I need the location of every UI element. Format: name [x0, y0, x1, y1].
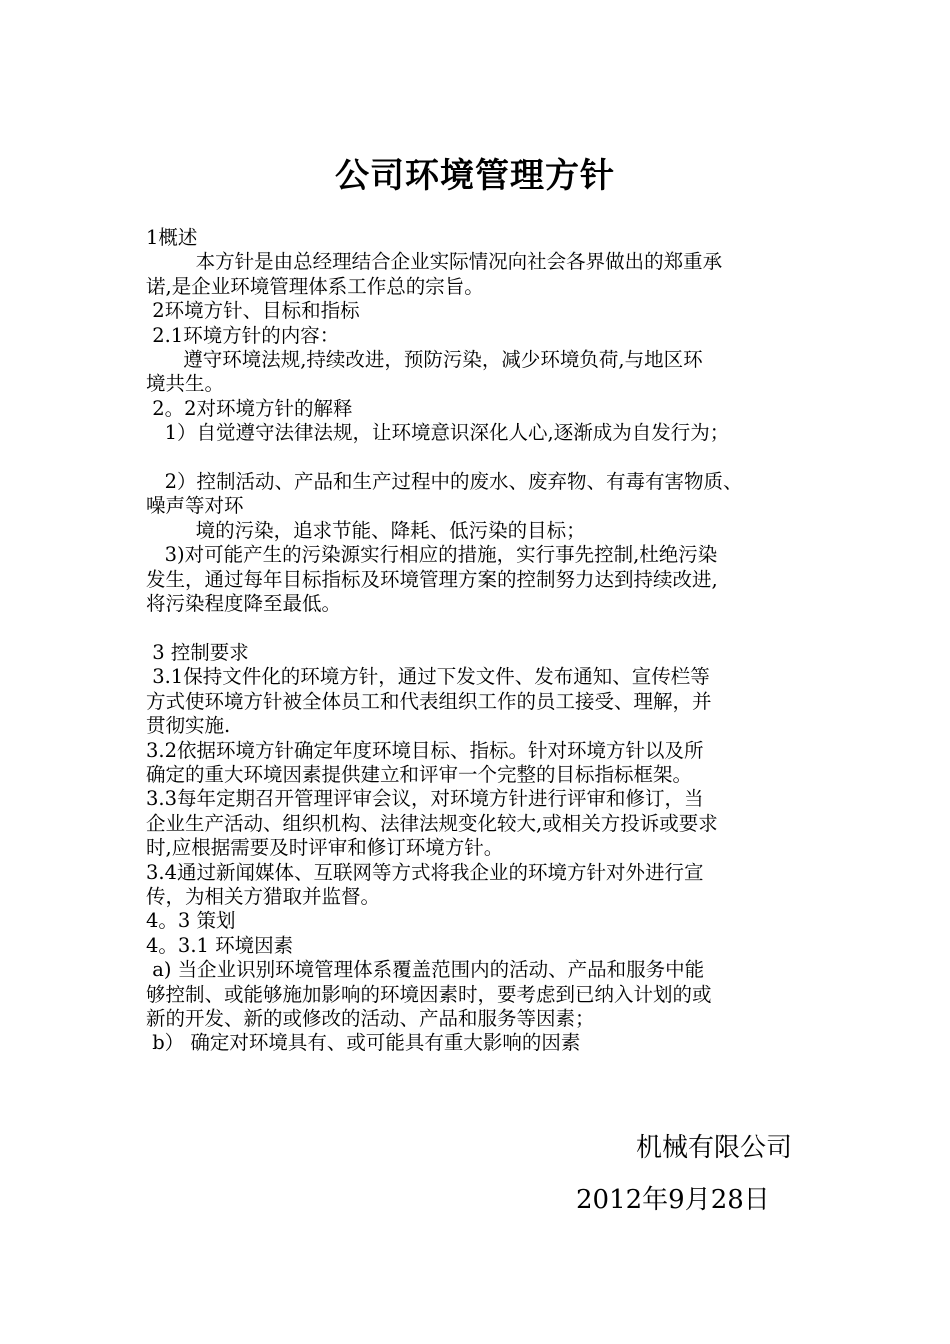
body-line: 境共生。 — [146, 372, 225, 396]
body-line: 时,应根据需要及时评审和修订环境方针。 — [146, 836, 504, 860]
body-line: 遵守环境法规,持续改进，预防污染，减少环境负荷,与地区环 — [146, 348, 703, 372]
signature-company: 机械有限公司 — [636, 1133, 793, 1163]
body-line — [146, 616, 826, 640]
body-line: 3)对可能产生的污染源实行相应的措施，实行事先控制,杜绝污染 — [146, 543, 718, 567]
document-title: 公司环境管理方针 — [335, 156, 615, 196]
body-line: 4。3 策划 — [146, 909, 236, 933]
body-line: 2环境方针、目标和指标 — [146, 299, 360, 323]
body-line: 诺,是企业环境管理体系工作总的宗旨。 — [146, 274, 484, 298]
body-line: 1）自觉遵守法律法规，让环境意识深化人心,逐渐成为自发行为； — [146, 421, 730, 445]
body-line: 噪声等对环 — [146, 494, 244, 518]
body-line: 1概述 — [146, 226, 198, 249]
body-line: 够控制、或能够施加影响的环境因素时，要考虑到已纳入计划的或 — [146, 982, 712, 1006]
body-line: 传，为相关方猎取并监督。 — [146, 884, 381, 908]
body-line: b） 确定对环境具有、或可能具有重大影响的因素 — [146, 1031, 581, 1055]
body-line: 境的污染，追求节能、降耗、低污染的目标； — [146, 518, 586, 542]
body-line — [146, 446, 826, 470]
signature-date: 2012年9月28日 — [576, 1185, 770, 1215]
body-line: 确定的重大环境因素提供建立和评审一个完整的目标指标框架。 — [146, 762, 693, 786]
body-line: 新的开发、新的或修改的活动、产品和服务等因素； — [146, 1006, 595, 1030]
body-line: 方式使环境方针被全体员工和代表组织工作的员工接受、理解，并 — [146, 689, 712, 713]
body-line: 3 控制要求 — [146, 640, 249, 664]
body-line: 3.1保持文件化的环境方针，通过下发文件、发布通知、宣传栏等 — [146, 665, 710, 689]
body-line: 3.2依据环境方针确定年度环境目标、指标。针对环境方针以及所 — [146, 738, 704, 762]
body-line: 贯彻实施. — [146, 714, 231, 738]
body-line: 发生，通过每年目标指标及环境管理方案的控制努力达到持续改进, — [146, 567, 718, 591]
body-line: 企业生产活动、组织机构、法律法规变化较大,或相关方投诉或要求 — [146, 811, 718, 835]
body-line: 2.1环境方针的内容： — [146, 323, 340, 347]
body-line: 本方针是由总经理结合企业实际情况向社会各界做出的郑重承 — [146, 250, 723, 274]
body-line: 2）控制活动、产品和生产过程中的废水、废弃物、有毒有害物质、 — [146, 470, 743, 494]
body-line: a) 当企业识别环境管理体系覆盖范围内的活动、产品和服务中能 — [146, 958, 705, 982]
body-line: 3.4通过新闻媒体、互联网等方式将我企业的环境方针对外进行宣 — [146, 860, 704, 884]
body-line: 将污染程度降至最低。 — [146, 592, 342, 616]
body-line: 3.3每年定期召开管理评审会议，对环境方针进行评审和修订，当 — [146, 787, 704, 811]
body-line: 4。3.1 环境因素 — [146, 933, 294, 957]
body-line: 2。2对环境方针的解释 — [146, 396, 353, 420]
document-body — [146, 226, 826, 1056]
